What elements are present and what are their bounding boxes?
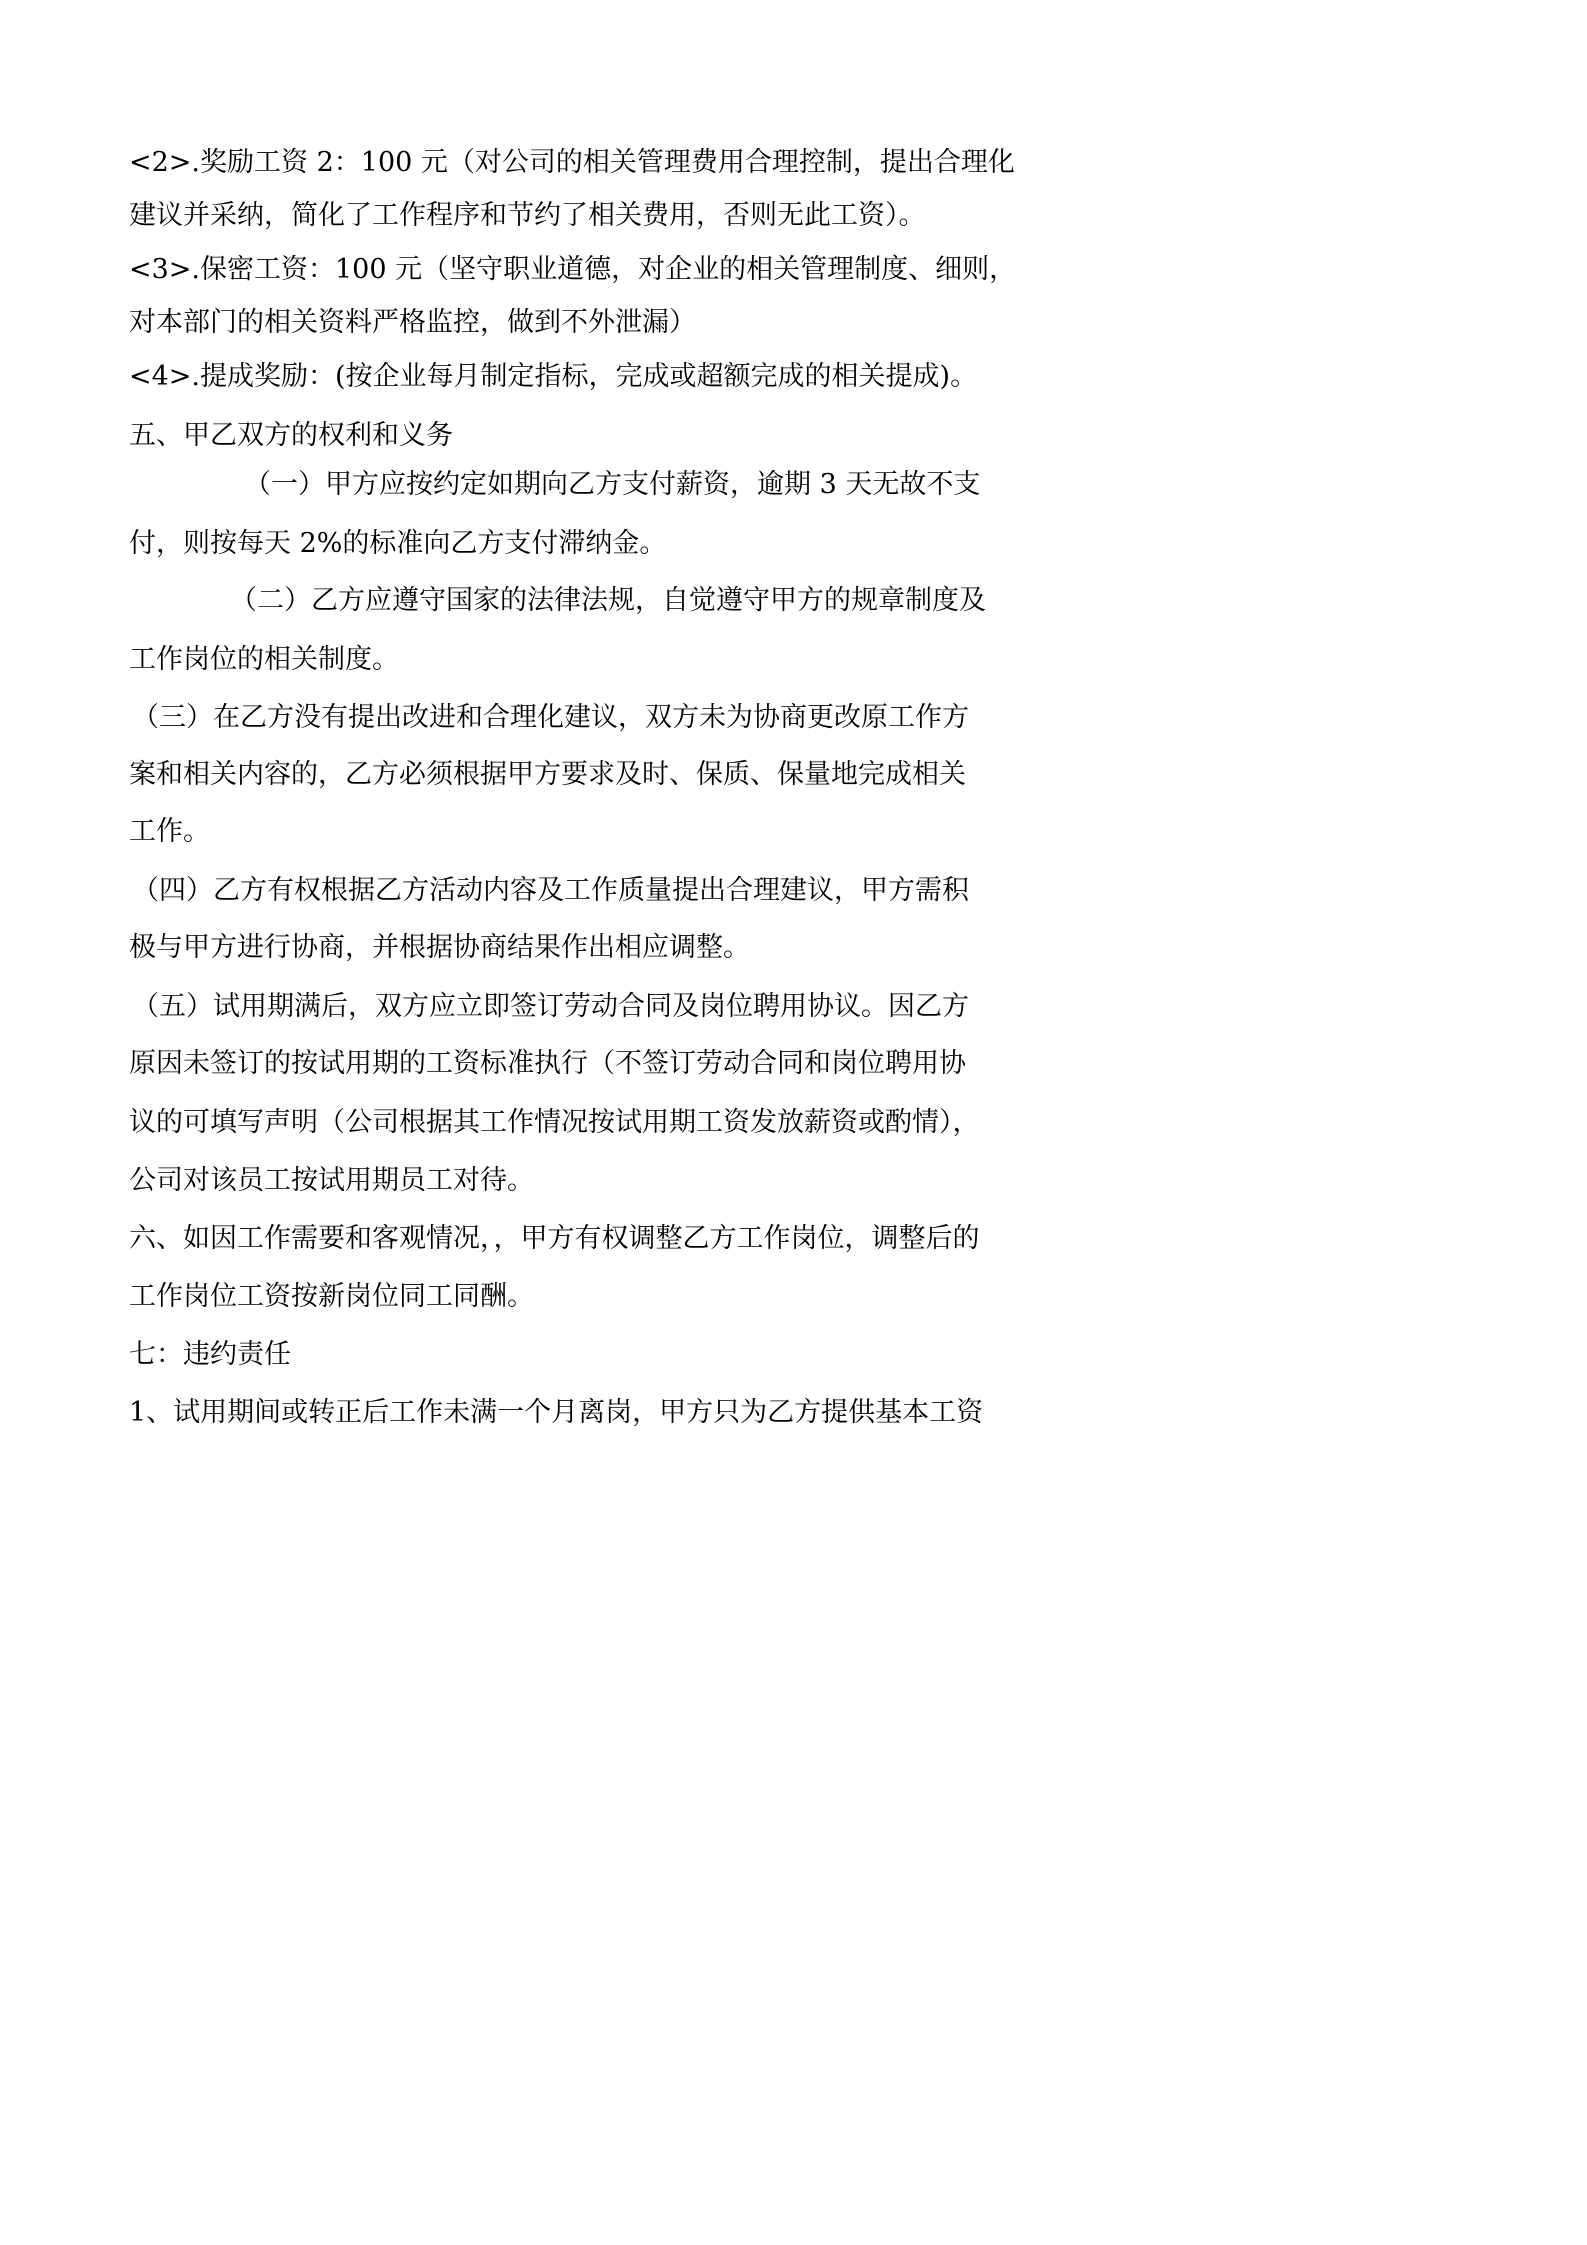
commission-line: <4>.提成奖励：(按企业每月制定指标，完成或超额完成的相关提成)。: [129, 361, 978, 392]
clause-three-line-3: 工作。: [129, 816, 210, 847]
clause-four-line-1: （四）乙方有权根据乙方活动内容及工作质量提出合理建议，甲方需积: [132, 875, 969, 906]
clause-five-line-1: （五）试用期满后，双方应立即签订劳动合同及岗位聘用协议。因乙方: [132, 991, 969, 1022]
section-five-heading: 五、甲乙双方的权利和义务: [129, 420, 453, 451]
clause-four-line-2: 极与甲方进行协商，并根据协商结果作出相应调整。: [129, 932, 750, 963]
clause-five-line-2: 原因未签订的按试用期的工资标准执行（不签订劳动合同和岗位聘用协: [129, 1048, 966, 1079]
clause-two-line-2: 工作岗位的相关制度。: [129, 644, 399, 675]
reward-salary-line-2: 建议并采纳，简化了工作程序和节约了相关费用，否则无此工资）。: [129, 200, 926, 231]
reward-salary-line-1: <2>.奖励工资 2：100 元（对公司的相关管理费用合理控制，提出合理化: [129, 147, 1015, 178]
clause-two-line-1: （二）乙方应遵守国家的法律法规，自觉遵守甲方的规章制度及: [230, 585, 986, 616]
section-six-line-1: 六、如因工作需要和客观情况，，甲方有权调整乙方工作岗位，调整后的: [129, 1223, 980, 1254]
clause-five-line-4: 公司对该员工按试用期员工对待。: [129, 1165, 534, 1196]
clause-three-line-1: （三）在乙方没有提出改进和合理化建议，双方未为协商更改原工作方: [132, 702, 969, 733]
confidentiality-salary-line-1: <3>.保密工资：100 元（坚守职业道德，对企业的相关管理制度、细则，: [129, 254, 1017, 285]
clause-three-line-2: 案和相关内容的，乙方必须根据甲方要求及时、保质、保量地完成相关: [129, 759, 966, 790]
liability-line-1: 1、试用期间或转正后工作未满一个月离岗，甲方只为乙方提供基本工资: [129, 1397, 984, 1428]
document-page: [0, 0, 1100, 1556]
clause-one-line-2: 付，则按每天 2%的标准向乙方支付滞纳金。: [129, 528, 667, 559]
confidentiality-salary-line-2: 对本部门的相关资料严格监控，做到不外泄漏）: [129, 307, 696, 338]
clause-five-line-3: 议的可填写声明（公司根据其工作情况按试用期工资发放薪资或酌情），: [129, 1107, 980, 1138]
section-six-line-2: 工作岗位工资按新岗位同工同酬。: [129, 1281, 534, 1312]
clause-one-line-1: （一）甲方应按约定如期向乙方支付薪资，逾期 3 天无故不支: [244, 469, 981, 500]
section-seven-heading: 七：违约责任: [129, 1339, 291, 1370]
